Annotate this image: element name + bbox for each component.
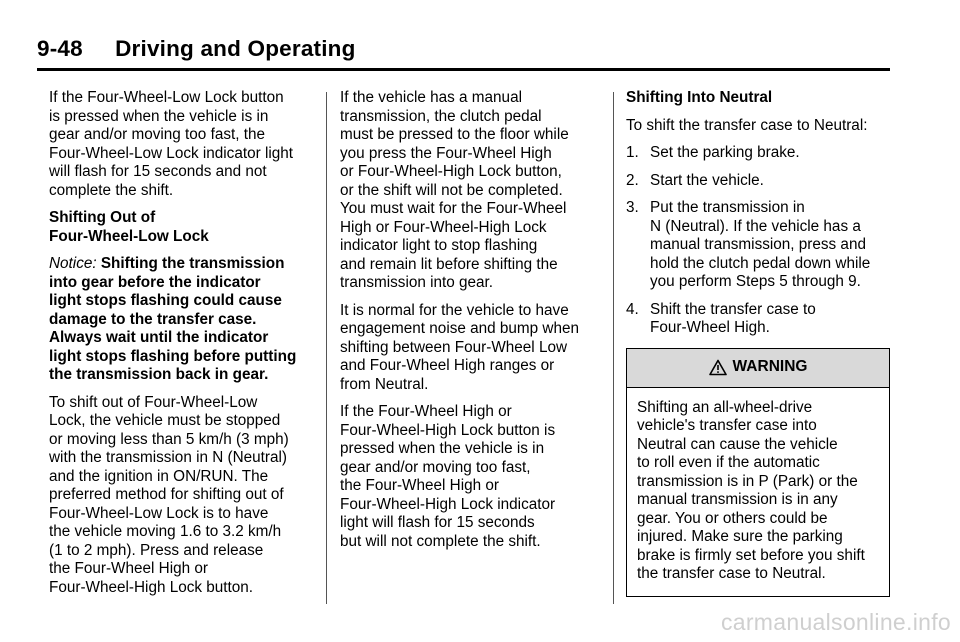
watermark: carmanualsonline.info (720, 609, 951, 635)
list-item (626, 144, 890, 163)
paragraph: If the Four-Wheel High or Four-Wheel-High Lock button is pressed when the vehicle is in gear and/or moving too fast, the Four-Wheel High or Four-Wheel-High Lock indicator light will flash for 15 seconds but will not complete the shift. (340, 403, 556, 550)
list-item (626, 301, 890, 338)
column-3 (626, 89, 890, 597)
paragraph: To shift the transfer case to Neutral: (626, 116, 868, 134)
warning-box (626, 348, 890, 597)
paragraph: To shift out of Four-Wheel-Low Lock, the vehicle must be stopped or moving less than 5 km/h (3 mph) with the transmission in N (Neutral) and the ignition in ON/RUN. The preferred method for shifting out of Four-Wheel-Low Lock is to have the vehicle moving 1.6 to 3.2 km/h (1 to 2 mph). Press and release the Four-Wheel High or Four-Wheel-High Lock button. (49, 393, 289, 596)
warning-triangle-icon (709, 359, 727, 376)
notice-text: Shifting the transmission into gear before the indicator light stops flashing could cause damage to the transfer case. Always wait until the indicator light stops flashing before putting the transmission back in gear. (49, 255, 297, 383)
list-text: Start the vehicle. (650, 171, 764, 189)
notice-label: Notice: (49, 255, 97, 272)
paragraph: It is normal for the vehicle to have engagement noise and bump when shifting between Four-Wheel Low and Four-Wheel High ranges or from Neutral. (340, 301, 579, 393)
list-number: 1. (626, 144, 639, 161)
column-2 (340, 89, 600, 560)
list-number: 4. (626, 300, 639, 318)
warning-title: WARNING (732, 358, 808, 376)
column-1 (49, 89, 317, 606)
column-divider (326, 92, 327, 604)
list-item (626, 172, 890, 191)
paragraph: If the vehicle has a manual transmission, the clutch pedal must be pressed to the floor while you press the Four-Wheel High or Four-Wheel-High Lock button, or the shift will not be completed. You must wait for the Four-Wheel High or Four-Wheel-High Lock indicator light to stop flashing and remain lit before shifting the transmission into gear. (340, 89, 569, 291)
column-divider (613, 92, 614, 604)
notice (49, 255, 317, 385)
section-heading: Shifting Into Neutral (626, 89, 773, 106)
list-text: Put the transmission in N (Neutral). If the vehicle has a manual transmission, press and hold the clutch pedal down while you perform Steps 5 through 9. (650, 199, 871, 290)
page-title: 9-48 Driving and Operating (37, 36, 356, 61)
list-text: Shift the transfer case to Four-Wheel High. (650, 300, 816, 336)
list-text: Set the parking brake. (650, 144, 800, 161)
paragraph: If the Four-Wheel-Low Lock button is pressed when the vehicle is in gear and/or moving too fast, the Four-Wheel-Low Lock indicator light will flash for 15 seconds and not complete the shift. (49, 89, 294, 199)
list-number: 3. (626, 199, 639, 216)
warning-text: Shifting an all-wheel-drive vehicle's transfer case into Neutral can cause the vehicle to roll even if the automatic transmission is in P (Park) or the manual transmission is in any gear. You or others could be injured. Make sure the parking brake is firmly set before you shift the transfer case to Neutral. (637, 398, 865, 582)
warning-header (627, 349, 889, 388)
list-item (626, 199, 890, 292)
section-heading: Shifting Out of Four-Wheel-Low Lock (49, 209, 209, 245)
page-header (37, 36, 890, 71)
list-number: 2. (626, 171, 639, 189)
